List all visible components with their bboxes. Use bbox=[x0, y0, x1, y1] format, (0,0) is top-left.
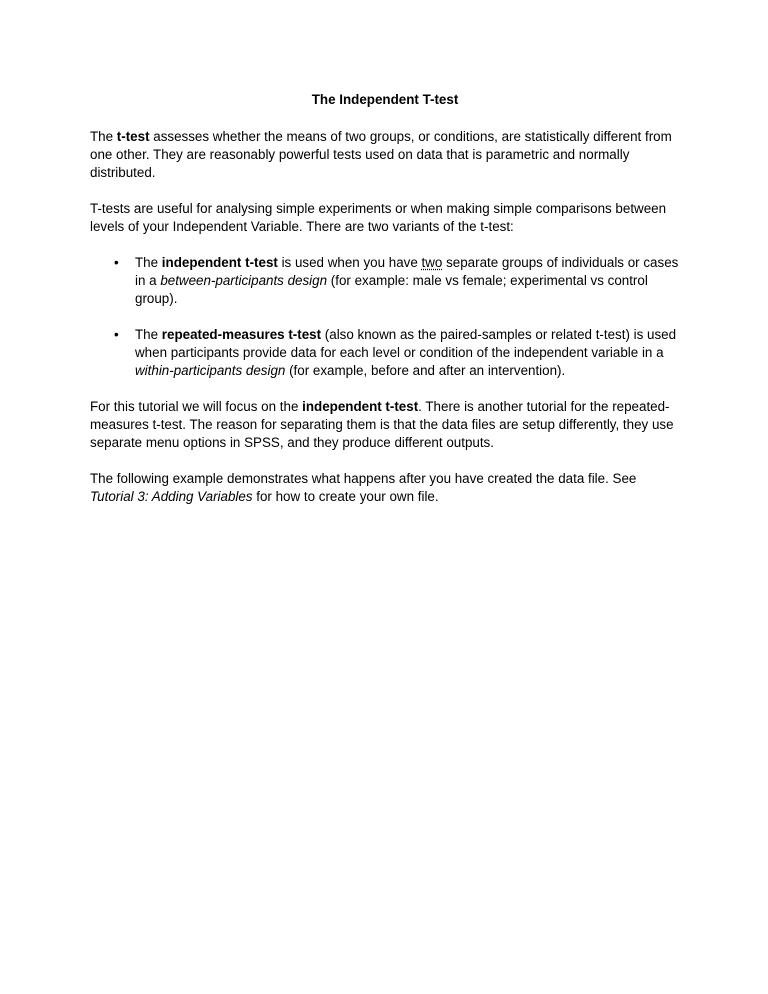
underlined-word: two bbox=[421, 255, 443, 270]
text-run: for how to create your own file. bbox=[252, 489, 439, 504]
italic-term: between-participants design bbox=[160, 273, 328, 288]
text-run: The bbox=[90, 129, 117, 144]
paragraph-focus bbox=[90, 398, 680, 452]
text-run: The following example demonstrates what happens after you have created the data file. See bbox=[90, 471, 637, 486]
bullet-icon: • bbox=[114, 327, 119, 342]
italic-term: within-participants design bbox=[135, 363, 286, 378]
bold-term-independent-t-test: independent t-test bbox=[161, 255, 278, 270]
text-run: (for example: male vs female; experimental vs control group). bbox=[135, 273, 648, 306]
list-item-repeated-measures bbox=[90, 326, 680, 380]
text-run: (also known as the paired-samples or related t-test) is used when participants provide data for each level or condition of the independent variable in a bbox=[135, 327, 677, 360]
paragraph-variants: T-tests are useful for analysing simple experiments or when making simple comparisons between levels of your Independent Variable. There are two variants of the t-test: bbox=[90, 201, 667, 234]
text-run: . There is another tutorial for the repeated-measures t-test. The reason for separating them is that the data files are setup differently, they use separate menu options in SPSS, and they produce different outputs. bbox=[90, 399, 674, 450]
paragraph-intro bbox=[90, 128, 680, 182]
text-run: The bbox=[135, 255, 162, 270]
text-run: For this tutorial we will focus on the bbox=[90, 399, 303, 414]
text-run: assesses whether the means of two groups, or conditions, are statistically different from one other. They are reasonably powerful tests used on data that is parametric and normally distributed. bbox=[90, 129, 672, 180]
bold-term-independent-t-test: independent t-test bbox=[302, 399, 419, 414]
text-run: separate groups of individuals or cases in a bbox=[135, 255, 679, 288]
page-title: The Independent T-test bbox=[311, 92, 459, 107]
paragraph-example bbox=[90, 470, 680, 506]
text-run: (for example, before and after an intervention). bbox=[285, 363, 566, 378]
bold-term-repeated-measures: repeated-measures t-test bbox=[161, 327, 322, 342]
italic-tutorial-reference: Tutorial 3: Adding Variables bbox=[90, 489, 253, 504]
bullet-icon: • bbox=[114, 255, 119, 270]
text-run: is used when you have bbox=[277, 255, 422, 270]
document-body bbox=[90, 91, 680, 524]
variant-list bbox=[90, 254, 680, 380]
text-run: The bbox=[135, 327, 162, 342]
bold-term-t-test: t-test bbox=[116, 129, 150, 144]
list-item-independent bbox=[90, 254, 680, 308]
